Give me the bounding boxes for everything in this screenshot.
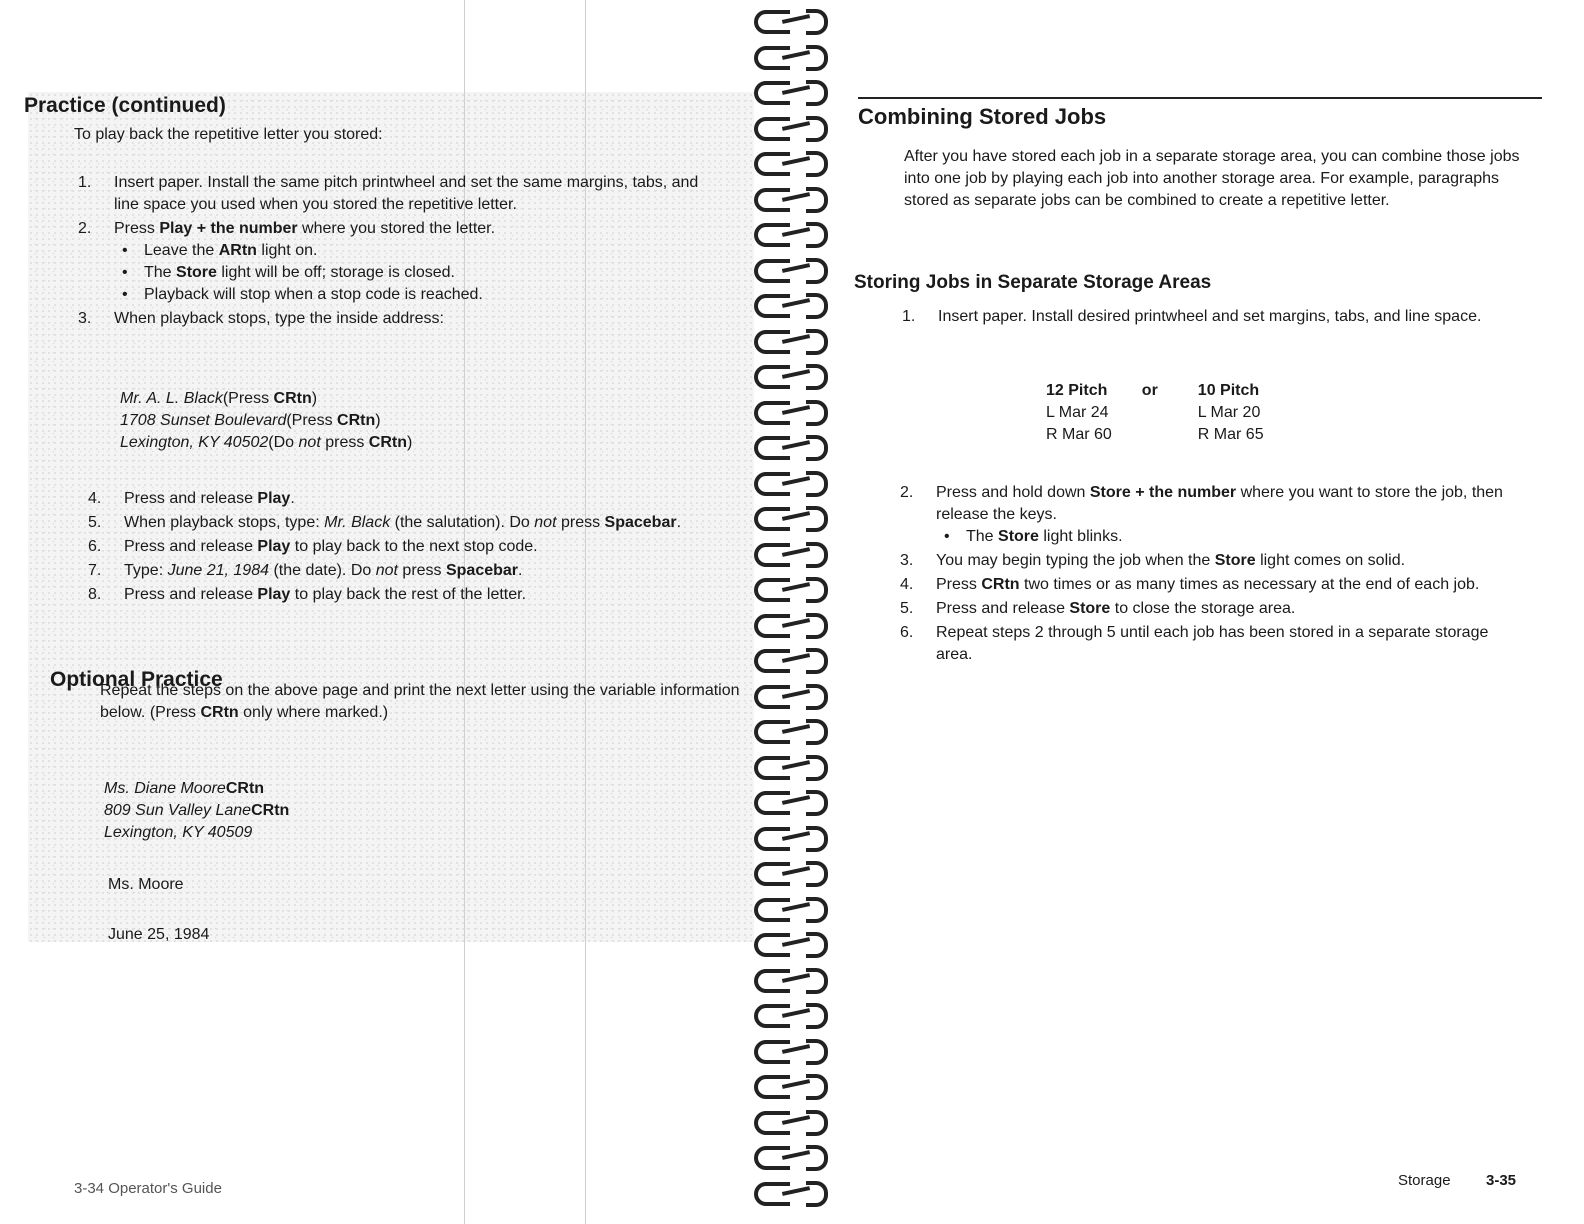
binding-coil xyxy=(752,716,832,742)
binding-coil xyxy=(752,1000,832,1026)
binding-coil xyxy=(752,574,832,600)
list-item: 5. When playback stops, type: Mr. Black (the salutation). Do not press Spacebar. xyxy=(88,514,682,531)
left-page xyxy=(0,0,760,1224)
binding-coil xyxy=(752,77,832,103)
combining-heading: Combining Stored Jobs xyxy=(858,104,1107,129)
right-footer-page: 3-35 xyxy=(1486,1172,1517,1189)
list-item: 3. When playback stops, type the inside address: xyxy=(78,310,444,327)
pitch10-right-margin: R Mar 65 xyxy=(1197,426,1264,443)
binding-coil xyxy=(752,681,832,707)
binding-coil xyxy=(752,610,832,636)
optional-practice-heading: Optional Practice xyxy=(50,668,223,691)
right-footer-label: Storage xyxy=(1398,1172,1451,1189)
binding-coil xyxy=(752,1107,832,1133)
binding-coil xyxy=(752,397,832,423)
binding-coil xyxy=(752,148,832,174)
binding-coil xyxy=(752,432,832,458)
binding-coil xyxy=(752,1036,832,1062)
binding-coil xyxy=(752,1142,832,1168)
storing-subheading: Storing Jobs in Separate Storage Areas xyxy=(854,272,1212,293)
step2-bullets xyxy=(114,240,718,306)
binding-coil xyxy=(752,290,832,316)
list-item: 6. Repeat steps 2 through 5 until each job has been stored in a separate storage area. xyxy=(900,624,1489,663)
optional-salutation: Ms. Moore xyxy=(108,876,184,893)
list-item: 2. Press Play + the number where you stored the letter. • Leave the ARtn light on. • The Store light will be off; storage is closed. • Playback will stop when a stop code is reached. xyxy=(78,218,718,306)
binding-coil xyxy=(752,361,832,387)
binding-coil xyxy=(752,255,832,281)
optional-practice-intro: Repeat the steps on the above page and print the next letter using the variable information below. (Press CRtn only where marked.) xyxy=(100,682,740,721)
pitch12-header: 12 Pitch xyxy=(1046,382,1108,399)
binding-coil xyxy=(752,929,832,955)
inside-address: Mr. A. L. Black(Press CRtn) 1708 Sunset Boulevard(Press CRtn) Lexington, KY 40502(Do not press CRtn) xyxy=(120,390,413,451)
storing-steps xyxy=(900,482,1528,668)
binding-coil xyxy=(752,752,832,778)
binding-coil xyxy=(752,503,832,529)
or-label: or xyxy=(1141,382,1158,399)
left-footer: 3-34 Operator's Guide xyxy=(74,1180,222,1197)
pitch10-header: 10 Pitch xyxy=(1197,382,1260,399)
binding-coil xyxy=(752,1178,832,1204)
list-item: 3. You may begin typing the job when the Store light comes on solid. xyxy=(900,552,1406,569)
binding-coil xyxy=(752,219,832,245)
pitch-margins-table xyxy=(1046,380,1294,446)
binding-coil xyxy=(752,787,832,813)
storing-step-1 xyxy=(902,306,1522,330)
binding-coil xyxy=(752,326,832,352)
binding-coil xyxy=(752,858,832,884)
binding-coil xyxy=(752,965,832,991)
binding-coil xyxy=(752,645,832,671)
pitch12-left-margin: L Mar 24 xyxy=(1046,404,1109,421)
optional-date: June 25, 1984 xyxy=(108,926,210,943)
list-item: 2. Press and hold down Store + the number where you want to store the job, then release the keys. • The Store light blinks. xyxy=(900,482,1528,548)
bullet-item: • The Store light blinks. xyxy=(936,526,1528,548)
binding-coil xyxy=(752,184,832,210)
list-item: 7. Type: June 21, 1984 (the date). Do not press Spacebar. xyxy=(88,562,523,579)
list-item: 4. Press CRtn two times or as many times as necessary at the end of each job. xyxy=(900,576,1480,593)
list-item: 5. Press and release Store to close the storage area. xyxy=(900,600,1296,617)
practice-intro: To play back the repetitive letter you stored: xyxy=(74,126,383,143)
binding-coil xyxy=(752,539,832,565)
list-item: 8. Press and release Play to play back the rest of the letter. xyxy=(88,586,527,603)
optional-address: Ms. Diane MooreCRtn 809 Sun Valley LaneCRtn Lexington, KY 40509 xyxy=(104,780,290,841)
step2-bullets xyxy=(936,526,1528,548)
list-item: 1. Insert paper. Install desired printwheel and set margins, tabs, and line space. xyxy=(902,308,1482,325)
list-item: 1. Insert paper. Install the same pitch printwheel and set the same margins, tabs, and line space you used when you stored the repetitive letter. xyxy=(78,174,699,213)
pitch10-left-margin: L Mar 20 xyxy=(1197,404,1261,421)
pitch12-right-margin: R Mar 60 xyxy=(1046,426,1112,443)
binding-coil xyxy=(752,6,832,32)
binding-coil xyxy=(752,113,832,139)
list-item: 4. Press and release Play. xyxy=(88,490,295,507)
binding-coil xyxy=(752,823,832,849)
list-item: 6. Press and release Play to play back to the next stop code. xyxy=(88,538,538,555)
binding-coil xyxy=(752,468,832,494)
bullet-item: • The Store light will be off; storage is closed. xyxy=(114,262,718,284)
practice-steps-b xyxy=(88,488,718,608)
practice-steps-a xyxy=(78,172,718,332)
combining-intro: After you have stored each job in a separate storage area, you can combine those jobs into one job by playing each job into another storage area. For example, paragraphs stored as separate jobs can be combined to create a repetitive letter. xyxy=(904,148,1520,209)
spiral-binding xyxy=(752,0,842,1224)
practice-heading: Practice (continued) xyxy=(24,94,226,117)
bullet-item: • Playback will stop when a stop code is reached. xyxy=(114,284,718,306)
bullet-item: • Leave the ARtn light on. xyxy=(114,240,718,262)
binding-coil xyxy=(752,894,832,920)
binding-coil xyxy=(752,42,832,68)
binding-coil xyxy=(752,1071,832,1097)
